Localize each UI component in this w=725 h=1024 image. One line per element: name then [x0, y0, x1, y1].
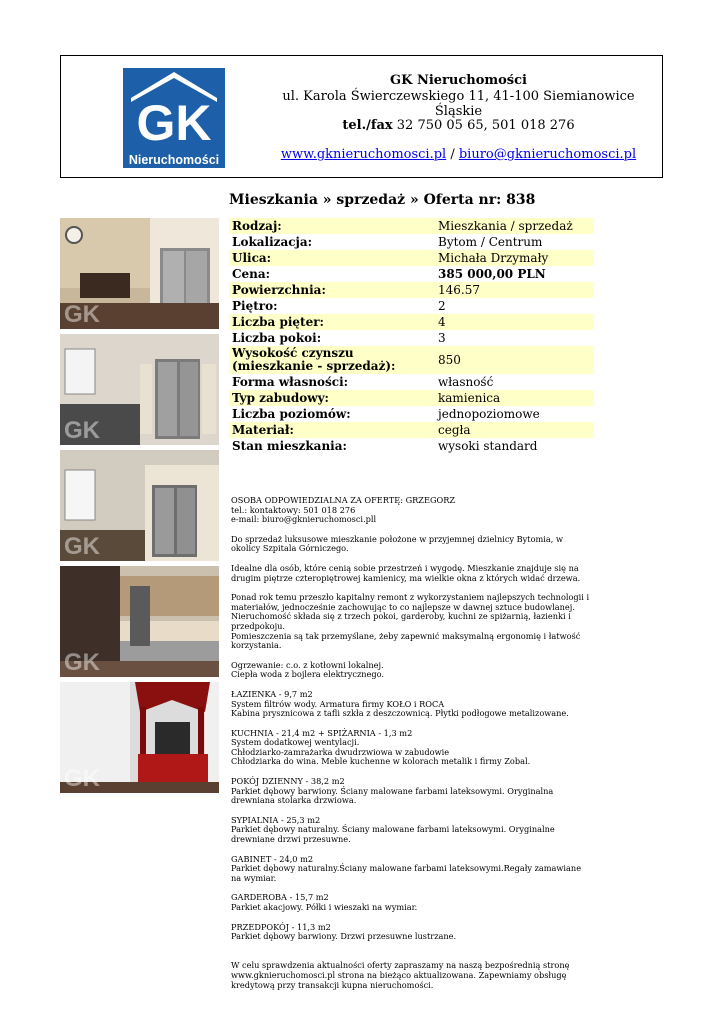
photo-bedroom[interactable] — [60, 682, 219, 793]
detail-value: 3 — [438, 331, 446, 345]
room-paragraph: POKÓJ DZIENNY - 38,2 m2 Parkiet dębowy barwiony. Ściany malowane farbami lateksowymi. Oryginalna drewniana stolarka drzwiowa. — [231, 776, 554, 806]
detail-value: Mieszkania / sprzedaż — [438, 219, 573, 233]
detail-row — [229, 218, 593, 234]
photo-kitchen-fridge[interactable] — [60, 334, 219, 445]
link-separator: / — [446, 147, 459, 162]
detail-row — [229, 314, 593, 330]
detail-value: Bytom / Centrum — [438, 235, 543, 249]
description-paragraph: Ponad rok temu przeszło kapitalny remont z wykorzystaniem najlepszych technologii i materiałów, jednocześnie zachowując to co najlepsze w dawnej sztuce budowlanej. Nieruchomość składa się z trzech pokoi, garderoby, kuchni ze spiżarnią, łazienki i przedpokoju. Pomieszczenia są tak przemyślane, żeby zapewnić maksymalną ergonomię i łatwość korzystania. — [231, 592, 590, 651]
svg-text:GK: GK — [64, 417, 100, 444]
detail-row — [229, 374, 593, 390]
detail-row — [229, 330, 593, 346]
detail-value: Michała Drzymały — [438, 251, 549, 265]
svg-text:GK: GK — [64, 649, 100, 676]
detail-label: Typ zabudowy: — [232, 391, 329, 405]
detail-value: własność — [438, 375, 494, 389]
detail-row — [229, 422, 593, 438]
detail-label: Liczba pięter: — [232, 315, 324, 329]
room-paragraph: KUCHNIA - 21,4 m2 + SPIŻARNIA - 1,3 m2 System dodatkowej wentylacji. Chłodziarko-zamrażarka dwudrzwiowa w zabudowie Chłodziarka do wina. Meble kuchenne w kolorach metalik i firmy Zobal. — [231, 727, 531, 767]
logo-caption: Nieruchomości — [128, 153, 220, 167]
logo-letters: GK — [136, 95, 212, 151]
detail-value: cegła — [438, 423, 471, 437]
description-paragraph: Ogrzewanie: c.o. z kotłowni lokalnej. Ciepła woda z bojlera elektrycznego. — [231, 659, 385, 680]
company-phone — [261, 118, 656, 133]
detail-value: 4 — [438, 315, 446, 329]
photo-kitchen-wide[interactable] — [60, 450, 219, 561]
detail-label: Lokalizacja: — [232, 235, 313, 249]
page-title: Mieszkania » sprzedaż » Oferta nr: 838 — [229, 192, 536, 208]
detail-value: 146.57 — [438, 283, 480, 297]
description-paragraph: Do sprzedaż luksusowe mieszkanie położone w przyjemnej dzielnicy Bytomia, w okolicy Szpitala Górniczego. — [231, 533, 564, 554]
photo-kitchen-cabinets[interactable] — [60, 566, 219, 677]
company-name: GK Nieruchomości — [390, 73, 527, 88]
company-links — [261, 147, 656, 162]
detail-row — [229, 390, 593, 406]
detail-label: Stan mieszkania: — [232, 439, 347, 453]
company-header — [60, 55, 663, 178]
price-value: 385 000,00 PLN — [438, 267, 546, 281]
detail-label: Materiał: — [232, 423, 294, 437]
detail-label: Forma własności: — [232, 375, 349, 389]
company-logo — [123, 68, 225, 168]
contact-paragraph: OSOBA ODPOWIEDZIALNA ZA OFERTĘ: GRZEGORZ tel.: kontaktowy: 501 018 276 e-mail: biuro@gknieruchomosci.pll — [231, 495, 456, 525]
detail-row — [229, 438, 593, 454]
svg-text:GK: GK — [64, 301, 100, 328]
detail-label: Powierzchnia: — [232, 283, 326, 297]
svg-text:GK: GK — [64, 765, 100, 792]
property-details-table — [229, 218, 593, 454]
detail-value: jednopoziomowe — [438, 407, 540, 421]
detail-label: Cena: — [232, 267, 271, 281]
description-paragraph: Idealne dla osób, które cenią sobie przestrzeń i wygodę. Mieszkanie znajduje się na drugim piętrze czteropiętrowej kamienicy, ma wielkie okna z których widać drzewa. — [231, 562, 581, 583]
detail-row — [229, 282, 593, 298]
detail-label: Rodzaj: — [232, 219, 282, 233]
detail-row — [229, 266, 593, 282]
room-paragraph: SYPIALNIA - 25,3 m2 Parkiet dębowy naturalny. Ściany malowane farbami lateksowymi. Oryginalne drewniane drzwi przesuwne. — [231, 814, 555, 845]
room-paragraph: GABINET - 24,0 m2 Parkiet dębowy naturalny.Ściany malowane farbami lateksowymi.Regały zamawiane na wymiar. — [231, 853, 582, 883]
detail-row — [229, 250, 593, 266]
detail-label: Ulica: — [232, 251, 272, 265]
tel-numbers: 32 750 05 65, 501 018 276 — [392, 118, 575, 133]
detail-value: 2 — [438, 299, 446, 313]
detail-label: Liczba poziomów: — [232, 407, 351, 421]
detail-value: 850 — [438, 353, 461, 367]
detail-row — [229, 406, 593, 422]
photo-living-room[interactable] — [60, 218, 219, 329]
detail-row — [229, 346, 593, 374]
detail-row — [229, 234, 593, 250]
closing-paragraph: W celu sprawdzenia aktualności oferty zapraszamy na naszą bezpośrednią stronę www.gknieruchomosci.pl strona na bieżąco aktualizowana. Zapewniamy obsługę kredytową przy transakcji kupna nieruchomości. — [231, 960, 570, 990]
svg-text:GK: GK — [64, 533, 100, 560]
room-paragraph: ŁAZIENKA - 9,7 m2 System filtrów wody. Armatura firmy KOŁO i ROCA Kabina prysznicowa z tafli szkła z deszczownicą. Płytki podłogowe metalizowane. — [231, 688, 569, 719]
detail-label: Liczba pokoi: — [232, 331, 322, 345]
email-link[interactable]: biuro@gknieruchomosci.pl — [458, 147, 637, 162]
photo-gallery — [60, 218, 220, 798]
company-address: ul. Karola Świerczewskiego 11, 41-100 Siemianowice Śląskie — [282, 89, 635, 119]
tel-label: tel./fax — [342, 118, 393, 133]
room-paragraph: PRZEDPOKÓJ - 11,3 m2 Parkiet dębowy barwiony. Drzwi przesuwne lustrzane. — [231, 921, 457, 942]
detail-label: Wysokość czynszu (mieszkanie - sprzedaż): — [232, 346, 396, 373]
website-link[interactable]: www.gknieruchomosci.pl — [280, 147, 447, 162]
detail-label: Piętro: — [232, 299, 278, 313]
detail-value: kamienica — [438, 391, 501, 405]
detail-value: wysoki standard — [438, 439, 538, 453]
detail-row — [229, 298, 593, 314]
room-paragraph: GARDEROBA - 15,7 m2 Parkiet akacjowy. Półki i wieszaki na wymiar. — [231, 892, 418, 912]
offer-description — [231, 496, 591, 1000]
